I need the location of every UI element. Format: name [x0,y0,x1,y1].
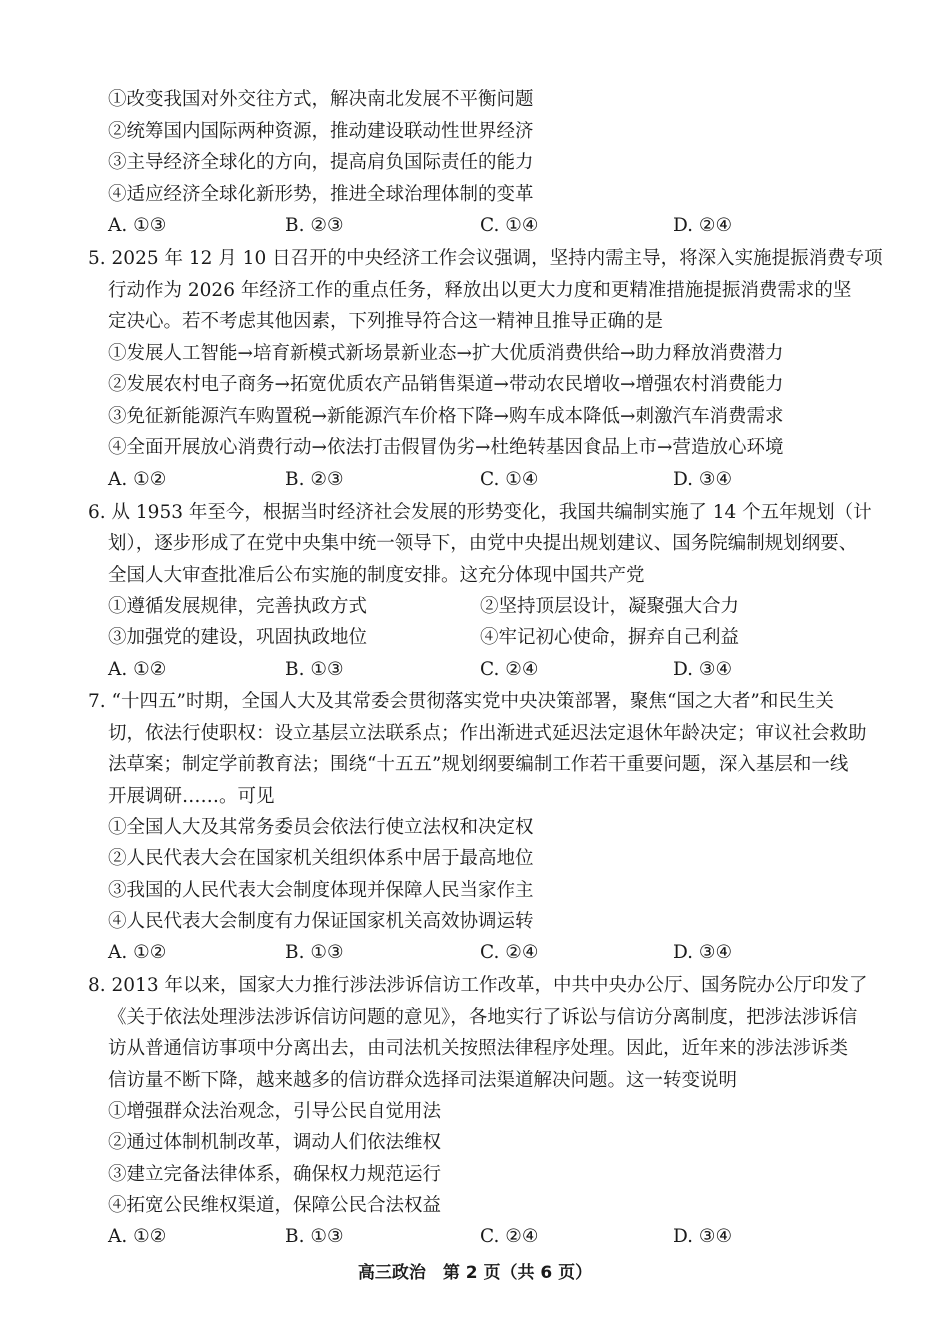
q7-choice-b: B. ①③ [285,942,344,963]
q5-stem-line-2: 行动作为 2026 年经济工作的重点任务，释放出以更大力度和更精准措施提振消费需求的坚 [108,280,852,301]
q7-choice-a: A. ①② [108,942,167,963]
q6-choice-b: B. ①③ [285,659,344,680]
q5-choices [0,464,950,496]
q8-option-3: ③建立完备法律体系，确保权力规范运行 [108,1164,442,1185]
q5-choice-c: C. ①④ [480,469,539,490]
q8-choice-a: A. ①② [108,1226,167,1247]
q7-option-1: ①全国人大及其常务委员会依法行使立法权和决定权 [108,817,534,838]
q5-choice-a: A. ①② [108,469,167,490]
q8-stem-line-1: 8. 2013 年以来，国家大力推行涉法涉诉信访工作改革，中共中央办公厅、国务院办公厅印发了 [88,975,868,996]
q7-choice-d: D. ③④ [673,942,733,963]
q8-stem-line-3: 访从普通信访事项中分离出去，由司法机关按照法律程序处理。因此，近年来的涉法涉诉类 [108,1038,849,1059]
q4-choice-b: B. ②③ [285,215,344,236]
q5-choice-d: D. ③④ [673,469,733,490]
q4-option-4: ④适应经济全球化新形势，推进全球治理体制的变革 [108,184,534,205]
q8-stem-line-4: 信访量不断下降，越来越多的信访群众选择司法渠道解决问题。这一转变说明 [108,1070,738,1091]
q5-stem-line-3: 定决心。若不考虑其他因素，下列推导符合这一精神且推导正确的是 [108,311,664,332]
q8-stem-line-2: 《关于依法处理涉法涉诉信访问题的意见》，各地实行了诉讼与信访分离制度，把涉法涉诉信 [108,1007,858,1028]
q6-option-1: ①遵循发展规律，完善执政方式 [108,596,368,617]
q6-stem-line-2: 划），逐步形成了在党中央集中统一领导下，由党中央提出规划建议、国务院编制规划纲要、 [108,533,858,554]
q6-option-4: ④牢记初心使命，摒弃自己利益 [480,627,740,648]
q7-choices [0,937,950,969]
q5-option-3: ③免征新能源汽车购置税→新能源汽车价格下降→购车成本降低→刺激汽车消费需求 [108,406,784,427]
q4-choices [0,210,950,242]
q8-choice-c: C. ②④ [480,1226,539,1247]
page-footer: 高三政治 第 2 页（共 6 页） [357,1263,593,1283]
q4-choice-a: A. ①③ [108,215,167,236]
q6-options-row-1 [0,591,950,623]
q4-option-2: ②统筹国内国际两种资源，推动建设联动性世界经济 [108,121,534,142]
q6-option-3: ③加强党的建设，巩固执政地位 [108,627,368,648]
q5-option-1: ①发展人工智能→培育新模式新场景新业态→扩大优质消费供给→助力释放消费潜力 [108,343,784,364]
q5-option-2: ②发展农村电子商务→拓宽优质农产品销售渠道→带动农民增收→增强农村消费能力 [108,374,784,395]
q6-choices [0,654,950,686]
q7-stem-line-4: 开展调研……。可见 [108,786,275,807]
q7-stem-line-2: 切，依法行使职权：设立基层立法联系点；作出渐进式延迟法定退休年龄决定；审议社会救助 [108,723,867,744]
q8-option-2: ②通过体制机制改革，调动人们依法维权 [108,1132,442,1153]
q5-stem-line-1: 5. 2025 年 12 月 10 日召开的中央经济工作会议强调，坚持内需主导，将深入实施提振消费专项 [88,248,883,269]
q5-choice-b: B. ②③ [285,469,344,490]
q7-choice-c: C. ②④ [480,942,539,963]
q7-stem-line-1: 7. “十四五”时期，全国人大及其常委会贯彻落实党中央决策部署，聚焦“国之大者”和民生关 [88,691,834,712]
q6-stem-line-1: 6. 从 1953 年至今，根据当时经济社会发展的形势变化，我国共编制实施了 14 个五年规划（计 [88,502,872,523]
q7-stem-line-3: 法草案；制定学前教育法；围绕“十五五”规划纲要编制工作若干重要问题，深入基层和一线 [108,754,849,775]
q6-option-2: ②坚持顶层设计，凝聚强大合力 [480,596,740,617]
q7-option-3: ③我国的人民代表大会制度体现并保障人民当家作主 [108,880,534,901]
q6-options-row-2 [0,622,950,654]
q5-option-4: ④全面开展放心消费行动→依法打击假冒伪劣→杜绝转基因食品上市→营造放心环境 [108,437,784,458]
q6-choice-a: A. ①② [108,659,167,680]
q8-choice-d: D. ③④ [673,1226,733,1247]
q4-choice-d: D. ②④ [673,215,733,236]
q4-choice-c: C. ①④ [480,215,539,236]
q6-stem-line-3: 全国人大审查批准后公布实施的制度安排。这充分体现中国共产党 [108,565,645,586]
q7-option-2: ②人民代表大会在国家机关组织体系中居于最高地位 [108,848,534,869]
q8-option-4: ④拓宽公民维权渠道，保障公民合法权益 [108,1195,442,1216]
q8-choice-b: B. ①③ [285,1226,344,1247]
q8-choices [0,1221,950,1253]
q8-option-1: ①增强群众法治观念，引导公民自觉用法 [108,1101,442,1122]
q6-choice-c: C. ②④ [480,659,539,680]
q4-option-1: ①改变我国对外交往方式，解决南北发展不平衡问题 [108,89,534,110]
q4-option-3: ③主导经济全球化的方向，提高肩负国际责任的能力 [108,152,534,173]
q6-choice-d: D. ③④ [673,659,733,680]
q7-option-4: ④人民代表大会制度有力保证国家机关高效协调运转 [108,911,534,932]
